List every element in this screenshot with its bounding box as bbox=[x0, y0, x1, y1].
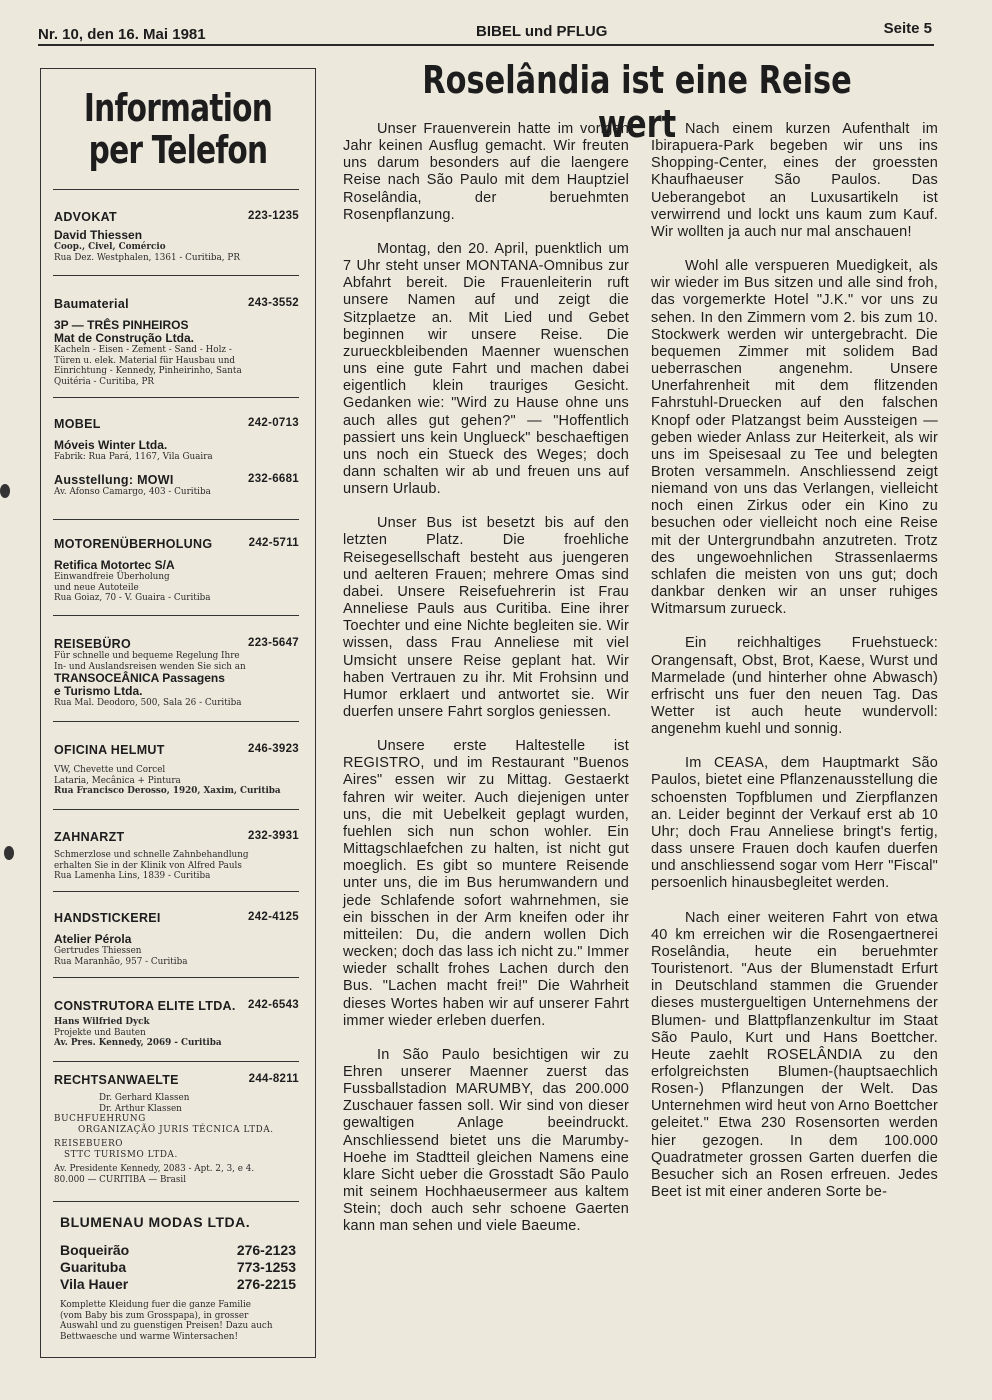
ad-store-row: Guarituba 773-1253 bbox=[60, 1259, 296, 1275]
punch-hole-icon bbox=[4, 846, 14, 860]
divider bbox=[53, 519, 299, 520]
listing-category: ZAHNARZT bbox=[54, 830, 125, 844]
listing-construtora-elite: CONSTRUTORA ELITE LTDA. 242-6543 Hans Wilfried Dyck Projekte und Bauten Av. Pres. Kennedy, 2069 - Curitiba bbox=[54, 999, 299, 1048]
listing-name: 3P — TRÊS PINHEIROS bbox=[54, 318, 189, 332]
divider bbox=[53, 809, 299, 810]
directory-title: Information per Telefon bbox=[83, 86, 273, 172]
listing-name: e Turismo Ltda. bbox=[54, 684, 143, 698]
listing-name: Retifica Motortec S/A bbox=[54, 558, 175, 572]
divider bbox=[53, 721, 299, 722]
listing-category: ADVOKAT bbox=[54, 210, 117, 224]
listing-name: Atelier Pérola bbox=[54, 932, 132, 946]
listing-phone: 232-3931 bbox=[248, 830, 299, 842]
divider bbox=[53, 1201, 299, 1202]
listing-oficina-helmut: OFICINA HELMUT 246-3923 VW, Chevette und Corcel Lataria, Mecânica + Pintura Rua Francisco Derosso, 1920, Xaxim, Curitiba bbox=[54, 743, 299, 796]
listing-handstickerei: HANDSTICKEREI 242-4125 Atelier Pérola Gertrudes Thiessen Rua Maranhão, 957 - Curitiba bbox=[54, 911, 299, 967]
article-paragraph: In São Paulo besichtigen wir zu Ehren unserer Maenner zuerst das Fussballstadion MARUMBY, das 200.000 Zuschauer fassen soll. Wir sind von dieser gewaltigen Anlage beeindruckt. Anschliessend bietet uns die Marumby-Hoehe im Stadtteil gleichen Namens eine klare Sicht ueber die Grosstadt São Paulo mit seinem Hochhaeusermeer aus kaltem Stein; doch auch sehr schoene Gaerten kann man sehen und viele Baeume. bbox=[343, 1046, 629, 1235]
ad-title: BLUMENAU MODAS LTDA. bbox=[60, 1214, 251, 1230]
article-headline: Roselândia ist eine Reise wert bbox=[422, 58, 852, 146]
page-header bbox=[38, 20, 932, 42]
article-paragraph: Unser Frauenverein hatte im vorigen Jahr keinen Ausflug gemacht. Wir freuten uns darum besonders auf die laengere Reise nach São Paulo mit dem Hauptziel Roselândia, der beruehmten Rosenpflanzung. bbox=[343, 121, 629, 223]
listing-name: Móveis Winter Ltda. bbox=[54, 438, 168, 452]
article-paragraph: Wohl alle verspueren Muedigkeit, als wir wieder im Bus sitzen und alle sind froh, das vorgemerkte Hotel "J.K." vor uns zu sehen. In den Zimmern vom 2. bis zum 10. Stockwerk werden wir untergebracht. Die bequemen Zimmer mit solidem Bad ueberraschen angenehm. Unsere Unerfahrenheit mit dem flitzenden Fahrstuhl-Druecken auf den falschen Knopf oder Platzangst beim Aussteigen — geben wieder Anlass zur Heiterkeit, als wir uns im Speisesaal zu Tee und belegten Broten versammeln. Anschliessend zeigt niemand von uns das Verlangen, vielleicht noch einen Zirkus oder ein Kino zu besuchen oder vielleicht noch eine Reise mit der Untergrundbahn anzutreten. Trotz des ungewoehnlichen Strassenlaerms schlafen die meisten von uns gut; doch dankbar denken wir an unser ruhiges Witmarsum zurueck. bbox=[651, 258, 938, 618]
listing-category: HANDSTICKEREI bbox=[54, 911, 161, 925]
issue-date: Nr. 10, den 16. Mai 1981 bbox=[38, 26, 206, 43]
article-column-2 bbox=[651, 121, 938, 1218]
article-paragraph: Im CEASA, dem Hauptmarkt São Paulos, bietet eine Pflanzenausstellung die schoensten Topfblumen und Zierpflanzen an. Leider beginnt der Verkauf erst ab 10 Uhr; doch Frau Anneliese bringt's fertig, dass unsere Frauen doch kaufen duerfen und anschliessend sogar vom Herr "Fiscal" persoenlich hinausbegleitet werden. bbox=[651, 755, 938, 892]
listing-phone: 223-1235 bbox=[248, 210, 299, 222]
ad-store-row: Vila Hauer 276-2215 bbox=[60, 1276, 296, 1292]
listing-category: OFICINA HELMUT bbox=[54, 743, 165, 757]
divider bbox=[53, 275, 299, 276]
listing-mobel: MOBEL 242-0713 Móveis Winter Ltda. Fabrik: Rua Pará, 1167, Vila Guaira Ausstellung: MOWI 232-6681 Av. Afonso Camargo, 403 - Curitiba bbox=[54, 417, 299, 497]
article-paragraph: Unser Bus ist besetzt bis auf den letzten Platz. Die froehliche Reisegesellschaft besteht aus juengeren und aelteren Frauen; mehrere Omas sind dabei. Unsere Reisefuehrerin ist Frau Anneliese Pauls aus Curitiba. Eine ihrer Toechter und eine Nichte begleiten sie. Wir wissen, dass Frau Anneliese mit viel Umsicht unsere Reise geplant hat. Wir haben Vertrauen zu ihr. Mit Frohsinn und Humor erklaert und antwortet sie. Wir duerfen unsere Fahrt sorglos geniessen. bbox=[343, 515, 629, 720]
divider bbox=[53, 189, 299, 190]
listing-category: RECHTSANWAELTE bbox=[54, 1073, 179, 1087]
listing-name: Mat de Construção Ltda. bbox=[54, 331, 195, 345]
article-column-1 bbox=[343, 121, 629, 1253]
listing-category: MOTORENÜBERHOLUNG bbox=[54, 537, 213, 551]
listing-category: CONSTRUTORA ELITE LTDA. bbox=[54, 999, 236, 1013]
listing-phone: 223-5647 bbox=[248, 637, 299, 649]
blumenau-modas-ad: BLUMENAU MODAS LTDA. Boqueirão 276-2123 Guarituba 773-1253 Vila Hauer 276-2215 Komplette Kleidung fuer die ganze Familie (vom Baby bis zum Grosspapa), in grosser Auswahl und zu guenstigen Preisen! Dazu auch Bettwaesche und warme Wintersachen! bbox=[60, 1214, 296, 1342]
listing-phone: 242-4125 bbox=[248, 911, 299, 923]
listing-zahnarzt: ZAHNARZT 232-3931 Schmerzlose und schnelle Zahnbehandlung erhalten Sie in der Klinik von Alfred Pauls Rua Lamenha Lins, 1839 - Curitiba bbox=[54, 830, 299, 881]
article-paragraph: Ein reichhaltiges Fruehstueck: Orangensaft, Obst, Brot, Kaese, Wurst und Marmelade (und hinterher ohne Abwasch) erfrischt uns fuer den neuen Tag. Das Wetter ist auch heute wundervoll: angenehm kuehl und sonnig. bbox=[651, 635, 938, 738]
divider bbox=[53, 1061, 299, 1062]
listing-phone: 243-3552 bbox=[248, 297, 299, 309]
article-paragraph: Unsere erste Haltestelle ist REGISTRO, und im Restaurant "Buenos Aires" essen wir zu Mittag. Gestaerkt fahren wir weiter. Auch diejenigen unter uns, die mit Uebelkeit geplagt wurden, fuehlen sich nun schon wohler. Ein Mittagschlaefchen zu halten, ist nicht gut moeglich. Es gibt so muntere Reisende unter uns, die im Bus herumwandern und jede Schlafende sofort wahrnehmen, sie ein bisschen in der Arm kneifen oder ihr mitteilen: Du, die andern wollen Dich wecken; doch das lass ich nicht zu." Immer wieder schallt frohes Lachen durch den Bus. "Lachen macht frei!" Die Wahrheit dieses Wortes haben wir auf unserer Fahrt immer wieder erleben duerfen. bbox=[343, 738, 629, 1029]
listing-category: REISEBÜRO bbox=[54, 637, 132, 651]
listing-category: Baumaterial bbox=[54, 297, 129, 311]
header-rule bbox=[38, 44, 934, 46]
listing-name: David Thiessen bbox=[54, 228, 143, 242]
divider bbox=[53, 977, 299, 978]
article-paragraph: Montag, den 20. April, puenktlich um 7 Uhr steht unser MONTANA-Omnibus zur Abfahrt bereit. Die Frauenleiterin ruft unsere Namen auf und zeigt die Sitzplaetze an. Mit Lied und Gebet beginnen wir unsere Reise. Die zurueckbleibenden Maenner wuenschen uns eine gute Fahrt und machen dabei eigentlich klein trauriges Gesicht. Gedanken wie: "Wird zu Hause ohne uns auch alles gut gehen?" — "Hoffentlich passiert uns kein Unglueck" beschaeftigen uns noch ein Stueck des Weges; doch dann schalten wir ab und freuen uns auf unsern Urlaub. bbox=[343, 240, 629, 498]
listing-advokat: ADVOKAT 223-1235 David Thiessen Coop., Civel, Comércio Rua Dez. Westphalen, 1361 - Curitiba, PR bbox=[54, 210, 299, 263]
divider bbox=[53, 397, 299, 398]
listing-reiseburo: REISEBÜRO 223-5647 Für schnelle und bequeme Regelung Ihre In- und Auslandsreisen wenden Sie sich an TRANSOCEÂNICA Passagens e Turismo Ltda. Rua Mal. Deodoro, 500, Sala 26 - Curitiba bbox=[54, 637, 299, 708]
listing-phone: 246-3923 bbox=[248, 743, 299, 755]
divider bbox=[53, 615, 299, 616]
listing-category: Ausstellung: MOWI bbox=[54, 472, 174, 487]
listing-category: MOBEL bbox=[54, 417, 101, 431]
listing-motorenuberholung: MOTORENÜBERHOLUNG 242-5711 Retifica Motortec S/A Einwandfreie Überholung und neue Autoteile Rua Goiaz, 70 - V. Guaira - Curitiba bbox=[54, 537, 299, 603]
listing-phone: 242-0713 bbox=[248, 417, 299, 429]
telephone-directory-box bbox=[40, 68, 316, 1358]
page-number: Seite 5 bbox=[883, 20, 932, 37]
ad-store-row: Boqueirão 276-2123 bbox=[60, 1242, 296, 1258]
publication-name: BIBEL und PFLUG bbox=[476, 23, 608, 40]
listing-rechtsanwaelte: RECHTSANWAELTE 244-8211 Dr. Gerhard Klassen Dr. Arthur Klassen BUCHFUEHRUNG ORGANIZAÇÃO JURIS TÉCNICA LTDA. REISEBUERO STTC TURISMO LTDA. Av. Presidente Kennedy, 2083 - Apt. 2, 3, e 4. 80.000 — CURITIBA — Brasil bbox=[54, 1073, 299, 1185]
punch-hole-icon bbox=[0, 484, 10, 498]
listing-phone: 232-6681 bbox=[248, 472, 299, 485]
listing-phone: 244-8211 bbox=[248, 1073, 299, 1085]
article-paragraph: Nach einer weiteren Fahrt von etwa 40 km erreichen wir die Rosengaertnerei Roselândia, heute ein beruehmter Touristenort. "Aus der Blumenstadt Erfurt in Deutschland stammen die Gruender dieses mustergueltigen Unternehmens der Blumen- und Blattpflanzenkultur im Staat São Paulo, Kurt und Hans Boettcher. Heute zaehlt ROSELÂNDIA zu den erfolgreichsten Blumen-(hauptsaechlich Rosen-) Pflanzungen der Welt. Das Unternehmen wird heut von Arno Boettcher geleitet." Etwa 230 Rosensorten werden hier gezogen. In dem 100.000 Quadratmeter grossen Garten duerfen die Besucher sich an Rosen erfreuen. Jedes Beet ist mit einer anderen Sorte be- bbox=[651, 909, 938, 1201]
listing-phone: 242-5711 bbox=[248, 537, 299, 549]
divider bbox=[53, 891, 299, 892]
listing-baumaterial: Baumaterial 243-3552 3P — TRÊS PINHEIROS Mat de Construção Ltda. Kacheln - Eisen - Zement - Sand - Holz - Türen u. elek. Material für Hausbau und Einrichtung - Kennedy, Pinheirinho, Santa Quitéria - Curitiba, PR bbox=[54, 297, 299, 387]
article-paragraph: Nach einem kurzen Aufenthalt im Ibirapuera-Park begeben wir uns ins Shopping-Center, eines der groessten Khaufhaeuser São Paulos. Das Ueberangebot an Luxusartikeln ist verwirrend und lockt uns kaum zum Kauf. Wir wollten ja auch nur mal anschauen! bbox=[651, 121, 938, 240]
listing-name: TRANSOCEÂNICA Passagens bbox=[54, 671, 225, 685]
listing-phone: 242-6543 bbox=[248, 999, 299, 1011]
